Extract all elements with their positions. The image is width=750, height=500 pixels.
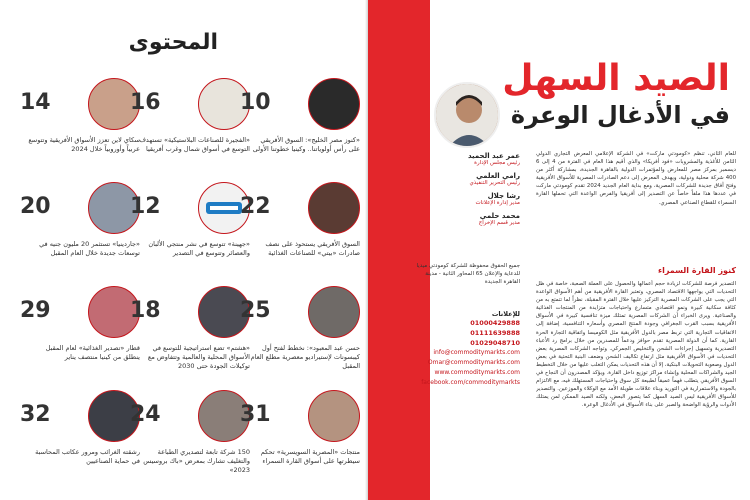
editorial-subhead: كنوز القارة السمراء (657, 266, 736, 275)
contents-entry[interactable] (20, 182, 140, 292)
editorial-intro: للعام الثاني، تنظم «كومودتي ماركت» في الشركة الإعلامي المعرض التجاري الدولي الثامن للأغذية والمشروبات «فود أفريكا» والذي أقيم هذا العام في الفترة من 4 إلى 6 ديسمبر بمركز مصر للمعارض والمؤتمرات الدولية بالقاهرة الجديدة، بمشاركة أكثر من 400 شركة محلية ودولية، ويهدف المعرض إلى دعم الصادرات المصرية للأسواق الأفريقية وفتح آفاق جديدة للشركات المصرية، ومع بداية العام الجديد 2024 تقدم كومودتي ماركت في عددها هذا ملفاً خاصاً عن التصدير إلى أفريقيا والفرص الواعدة التي تحملها القارة السمراء للقطاع الصناعي المصري. (536, 151, 736, 206)
staff-role: رئيس التحرير التنفيذي (469, 180, 520, 186)
entry-headline: حسن عبد المعبود»: نخطط لفتح أول كيبسونات لإستيراديو معصرية مطلع العام المقبل (250, 344, 360, 370)
entry-photo (308, 182, 360, 234)
author-role: رئيس مجلس الإدارة (474, 160, 520, 166)
entry-headline: منتجات «المصرية السويسرية» تحكم سيطرتها على أسواق القارة السمراء (260, 448, 360, 465)
contents-entry[interactable] (240, 78, 360, 188)
entry-headline: «جاردينيا» تستثمر 20 مليون جنيه في توسعات جديدة خلال العام المقبل (39, 240, 140, 257)
headline-line1: الصيد السهل (502, 58, 730, 99)
entry-photo (308, 286, 360, 338)
phone-number[interactable]: 01000429888 (470, 319, 520, 327)
staff-role: مدير إدارة الإعلانات (475, 200, 520, 206)
staff-name: محمد حلمي (479, 212, 520, 220)
website-link[interactable]: www.commoditymarkts.com (434, 369, 520, 376)
author-photo (434, 82, 500, 148)
contents-entry[interactable] (20, 390, 140, 500)
entry-headline: «الفجيرة للصناعات البلاستيكية» تستهدف التوسع في أسواق شمال وغرب أفريقيا (139, 136, 250, 153)
contents-entry[interactable] (240, 390, 360, 500)
entry-page-number: 14 (20, 90, 51, 115)
entry-page-number: 12 (130, 194, 161, 219)
contents-entry[interactable] (20, 286, 140, 396)
contents-entry[interactable] (130, 286, 250, 396)
entry-headline: السوق الأفريقي يستحوذ على نصف صادرات «بيتي» للصناعات الغذائية (265, 240, 360, 257)
email-link[interactable]: info@commoditymarkts.com (433, 349, 520, 356)
contents-entry[interactable] (130, 182, 250, 292)
phone-number[interactable]: 01111639888 (470, 329, 520, 337)
contents-entry[interactable] (130, 78, 250, 188)
copyright-note: جميع الحقوق محفوظة للشركة كومودتي ميديا للدعاية والإعلان 65 المحاور الثانية - مدينة القاهرة الجديدة (416, 263, 520, 285)
contents-entry[interactable] (130, 390, 250, 500)
contents-entry[interactable] (240, 182, 360, 292)
headline-line2: في الأدغال الوعرة (510, 101, 730, 129)
entry-page-number: 25 (240, 298, 271, 323)
entry-headline: 150 شركة تابعة لتصديري الطباعة والتغليف تشارك بمعرض «باك بروسيس 2023» (143, 448, 250, 474)
entry-headline: «هشتم» تضع استراتيجية للتوسع في الأسواق المحلية والعالمية وتتفاوض مع توكيلات الجودة حتى 2030 (147, 344, 250, 370)
contents-entry[interactable] (20, 78, 140, 188)
masthead-staff (410, 152, 520, 232)
red-band (368, 0, 430, 500)
email-link[interactable]: Omar@commoditymarkts.com (427, 359, 520, 366)
entry-page-number: 20 (20, 194, 51, 219)
entry-photo (308, 390, 360, 442)
contents-entry[interactable] (240, 286, 360, 396)
editorial-body: التصدير فرصة للشركات لزيادة حجم أعمالها والحصول على العملة الصعبة، خاصة في ظل التحديات التي يواجهها الاقتصاد المصري، وتعتبر القارة الأفريقية من أهم الأسواق الواعدة التي يجب على الشركات المصرية التركيز عليها خلال الفترة المقبلة، نظراً لما تتمتع به من كثافة سكانية كبيرة ونمو اقتصادي متسارع واحتياجات متزايدة من المنتجات الغذائية والصناعية. ويرى الخبراء أن الشركات المصرية تمتلك ميزة تنافسية كبيرة في الأسواق الأفريقية بسبب القرب الجغرافي وجودة المنتج المصري وأسعاره التنافسية، إضافة إلى الاتفاقيات التجارية التي تربط مصر بالدول الأفريقية مثل الكوميسا واتفاقية التجارة الحرة القارية. كما أن الدولة المصرية تقدم حوافز ودعماً للمصدرين من خلال برامج رد الأعباء التصديرية وتسهيل إجراءات الشحن والتخليص الجمركي. وتواجه الشركات المصرية بعض التحديات في الأسواق الأفريقية مثل ارتفاع تكاليف الشحن وضعف البنية التحتية في بعض الدول وصعوبة التحويلات البنكية، إلا أن هذه التحديات يمكن التغلب عليها من خلال التخطيط الجيد والشراكات المحلية وإنشاء مراكز توزيع داخل القارة. ويؤكد المصدرون أن النجاح في السوق الأفريقي يتطلب فهماً عميقاً لطبيعة كل سوق واحتياجات المستهلك فيه، مع الالتزام بالجودة والاستمرارية في التوريد وبناء علاقات طويلة الأمد مع الوكلاء والموزعين. والتصدير للأسواق الأفريقية ليس الصيد السهل كما يتصور البعض، ولكنه الصيد الممكن لمن يمتلك الأدوات والرؤية الواضحة والصبر على بناء الأسواق في الأدغال الوعرة. (536, 281, 736, 409)
entry-headline: سكاي لاين تعزز الأسواق الأفريقية وتتوسع عربياً وأوروبياً خلال 2024 (28, 136, 140, 153)
entry-photo (308, 78, 360, 130)
contents-title: المحتوى (128, 30, 218, 55)
entry-page-number: 18 (130, 298, 161, 323)
staff-role: مدير قسم الإخراج (478, 220, 520, 226)
ads-contact (410, 310, 520, 388)
entry-page-number: 32 (20, 402, 51, 427)
editorial-page (416, 0, 750, 500)
entry-headline: «كنوز مصر الخليج»: السوق الأفريقي على رأس أولوياتنا.. وكينيا خطوتنا الأولى (252, 136, 360, 153)
entry-page-number: 16 (130, 90, 161, 115)
staff-name: رامي العلمي (476, 172, 520, 180)
author-name: عمر عبد الحميد (467, 152, 520, 160)
entry-page-number: 29 (20, 298, 51, 323)
staff-name: رشا جلال (487, 192, 520, 200)
phone-number[interactable]: 01029048710 (470, 339, 520, 347)
entry-headline: قطار «تصدير الغذائية» لعام المقبل ينطلق من كينيا منتصف يناير (45, 344, 140, 361)
entry-page-number: 24 (130, 402, 161, 427)
entry-headline: «جهينة» تتوسع في نشر منتجي الألبان والعصائر وتتوسع في التصدير (148, 240, 250, 257)
entry-page-number: 22 (240, 194, 271, 219)
ads-label: للإعلانات (491, 310, 520, 318)
entry-headline: رشقته الغرائب ومرور عكاتب المحاسبة في حماية الصناعيين (35, 448, 140, 465)
entry-page-number: 10 (240, 90, 271, 115)
editorial-headline (502, 58, 730, 130)
contents-page (0, 0, 368, 500)
facebook-link[interactable]: facebook.com/commoditymarkts (421, 379, 520, 386)
entry-page-number: 31 (240, 402, 271, 427)
